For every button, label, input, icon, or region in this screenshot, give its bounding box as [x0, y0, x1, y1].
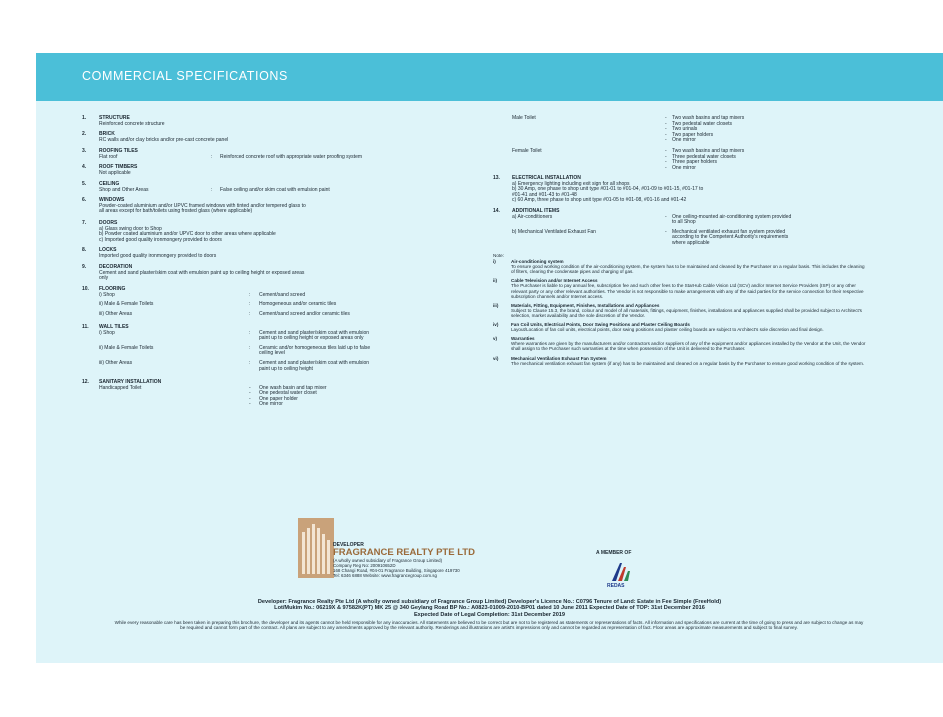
- note-item: iii) Materials, Fitting, Equipment, Finishes, Installations and Appliances Subject to Clause 15.3, the brand, colour and model of all materials, fittings, equipment, finishes, installations and appliances supplied shall be provided subject to Architect's selection, market availability and the sole discretion of the Vendor.: [493, 302, 862, 318]
- notes-section: Note: i) Air-conditioning system To ensure good working condition of the air-conditioning system, the system has to be maintained and cleaned by the Purchaser on a regular basis. This includes the cleaning of filters, clearing the condensate pipes and charging of gas. ii) Cable Television and/or Internet Access The Purchaser is liable to pay annual fee, subscription fee and such other fees to the StarHub Cable Vision Ltd (SCV) and/or Internet Service Providers (ISP) or any other relevant party or any other relevant authorities. The Vendor is not responsible to make arrangements with any of the said parties for the service connection for their respective subscription channels and/or Internet access. iii) Materials, Fitting, Equipment, Finishes, Installations and Appliances Subject to Clause 15.3, the brand, colour and model of all materials, fittings, equipment, finishes, installations and appliances supplied shall be provided subject to Architect's selection, market availability and the sole discretion of the Vendor. iv) Fan Coil Units, Electrical Points, Door Swing Positions and Plaster Ceiling Boards Layout/Location of fan coil units, electrical points, door swing positions and plaster ceiling boards are subject to Architect's sole discretion and final design. v) Warranties Where warranties are given by the manufacturers and/or contractors and/or suppliers of any of the equipment and/or appliances installed by the Vendor at the Unit, the Vendor shall assign to the Purchaser such warranties at the time when possession of the Unit is delivered to the Purchaser. vi) Mechanical Ventilation Exhaust Fan System The mechanical ventilation exhaust fan system (if any) has to be maintained and cleaned on a regular basis by the Purchaser to ensure good working condition of the system.: [493, 253, 868, 370]
- redas-logo-icon: [606, 559, 636, 583]
- developer-name: FRAGRANCE REALTY PTE LTD: [333, 547, 475, 558]
- developer-block: DEVELOPER FRAGRANCE REALTY PTE LTD (A wholly owned subsidiary of Fragrance Group Limited) Company Reg No: 200910652D 168 Changi Road, #04-01 Fragrance Building, Singapore 419730 Tel: 6346 6888 Website: www.fragrancegroup.com.sg: [333, 542, 475, 578]
- note-item: ii) Cable Television and/or Internet Access The Purchaser is liable to pay annual fee, subscription fee and such other fees to the StarHub Cable Vision Ltd (SCV) and/or Internet Service Providers (ISP) or any other relevant party or any other relevant authorities. The Vendor is not responsible to make arrangements with any of the said parties for the service connection for their respective subscription channels and/or Internet access.: [493, 278, 864, 299]
- disclaimer: While every reasonable care has been taken in preparing this brochure, the developer and its agents cannot be held responsible for any inaccuracies. All statements are believed to be correct but are not to be registered as statements or representations of facts. All information and specifications are current at the time of going to press and are subject to change as may be required and cannot form part of the contract. All plans are subject to any amendments approved by the relevant authority. Renderings and illustrations are artist's impressions only and cannot be regarded as representation of fact. Floor areas are approximate measurements and subject to final survey.: [114, 620, 864, 631]
- specification-sheet: COMMERCIAL SPECIFICATIONS 1. STRUCTURE Reinforced concrete structure 2. BRICK RC walls and/or clay bricks and/or pre-cast concrete panel 3. ROOFING TILES Flat roof : Reinforced concrete roof with appropriate water proofing system 4. ROOF TIMBERS Not applicable 5. CEILING Shop and Other Areas : False ceiling and/or skim coat with emulsion paint 6. WINDOWS Powder-coated aluminium and/or UPVC framed windows with tinted and/or tempered glass to all areas except for bath/toilets using frosted glass (where applicable) 7. DOORS a) Glass swing door to Shop b) Powder coated aluminium and/or UPVC door to other areas where applicable c) Imported good quality ironmongery provided to doors 8. LOCKS Imported good quality ironmongery provided to doors 9. DECORATION Cement and sand plaster/skim coat with emulsion paint up to ceiling height or exposed areas only 10. FLOORING i) Shop : Cement/sand screed ii) Male & Female Toilets : Homogeneous and/or ceramic tiles iii) Other Areas : Cement/sand screed and/or ceramic tiles 11. WALL TILES i) Shop : Cement and sand plaster/skim coat with emulsion paint up to ceiling height or exposed areas only ii) Male & Female Toilets : Ceramic and/or homogeneous tiles laid up to false ceiling level iii) Other Areas : Cement and sand plaster/skim coat with emulsion paint up to ceiling height 12. SANITARY INSTALLATION Handicapped Toilet - One wash basin and tap mixer - One pedestal water closet - One paper holder - One mirror Male Toilet - Two wash basins and tap mixers - Two pedestal water closets - Two urinals - Two paper holders - One mirror Female Toilet - Two wash basins and tap mixers - Three pedestal water closets - Three paper holders - One mirror 13. ELECTRICAL INSTALLATION a) Emergency lighting including exit sign for all shops b) 30 Amp, one phase to shop unit type #01-01 to #01-04, #01-09 to #01-15, #01-17 to #01-41 and #01-43 to #01-48 c) 60 Amp, three phase to shop unit type #01-05 to #01-08, #01-16 and #01-42 14. ADDITIONAL ITEMS a) Air-conditioners - One ceiling-mounted air-conditioning system provided to all Shop b) Mechanical Ventilated Exhaust Fan - Mechanical ventilated exhaust fan system provided according to the Competent Authority's requirements where applicable Note: i) Air-conditioning system To ensure good working condition of the air-conditioning system, the system has to be maintained and cleaned by the Purchaser on a regular basis. This includes the cleaning of filters, clearing the condensate pipes and charging of gas. ii) Cable Television and/or Internet Access The Purchaser is liable to pay annual fee, subscription fee and such other fees to the StarHub Cable Vision Ltd (SCV) and/or Internet Service Providers (ISP) or any other relevant party or any other relevant authorities. The Vendor is not responsible to make arrangements with any of the said parties for the service connection for their respective subscription channels and/or Internet access. iii) Materials, Fitting, Equipment, Finishes, Installations and Appliances Subject to Clause 15.3, the brand, colour and model of all materials, fittings, equipment, finishes, installations and appliances supplied shall be provided subject to Architect's selection, market availability and the sole discretion of the Vendor. iv) Fan Coil Units, Electrical Points, Door Swing Positions and Plaster Ceiling Boards Layout/Location of fan coil units, electrical points, door swing positions and plaster ceiling boards are subject to Architect's sole discretion and final design. v) Warranties Where warranties are given by the manufacturers and/or contractors and/or suppliers of any of the equipment and/or appliances installed by the Vendor at the Unit, the Vendor shall assign to the Purchaser such warranties at the time when possession of the Unit is delivered to the Purchaser. vi) Mechanical Ventilation Exhaust Fan System The mechanical ventilation exhaust fan system (if any) has to be maintained and cleaned on a regular basis by the Purchaser to ensure good working condition of the system. DEVELOPER FRAGRANCE REALTY PTE LTD (A wholly owned subsidiary of Fragrance Group Limited) Company Reg No: 200910652D 168 Changi Road, #04-01 Fragrance Building, Singapore 419730 Tel: 6346 6888 Website: www.fragrancegroup.com.sg A MEMBER OF REDAS Developer: Fragrance Realty Pte Ltd (A wholly owned subsidiary of Fragrance Group Limited) Developer's Licence No.: C0796 Tenure of Land: Estate in Fee Simple (FreeHold) Lot/Mukim No.: 06219X & 97582K(PT) MK 25 @ 340 Geylang Road BP No.: A0823-01009-2010-BP01 dated 10 June 2011 Expected Date of TOP: 31st December 2016 Expected Date of Legal Completion: 31st December 2019 While every reasonable care has been taken in preparing this brochure, the developer and its agents cannot be held responsible for any inaccuracies. All statements are believed to be correct but are not to be registered as statements or representations of facts. All information and specifications are current at the time of going to press and are subject to change as may be required and cannot form part of the contract. All plans are subject to any amendments approved by the relevant authority. Renderings and illustrations are artist's impressions only and cannot be regarded as representation of fact. Floor areas are approximate measurements and subject to final survey.: [36, 53, 943, 663]
- note-item: i) Air-conditioning system To ensure good working condition of the air-conditioning system, the system has to be maintained and cleaned by the Purchaser on a regular basis. This includes the cleaning of filters, clearing the condensate pipes and charging of gas.: [493, 259, 865, 275]
- member-label: A MEMBER OF: [596, 550, 632, 556]
- spec-male-toilet: Male Toilet - Two wash basins and tap mixers - Two pedestal water closets - Two urinals - Two paper holders - One mirror: [512, 115, 745, 144]
- note-item: iv) Fan Coil Units, Electrical Points, Door Swing Positions and Plaster Ceiling Boards Layout/Location of fan coil units, electrical points, door swing positions and plaster ceiling boards are subject to Architect's sole discretion and final design.: [493, 322, 824, 333]
- fragrance-logo-icon: [298, 518, 334, 578]
- note-item: v) Warranties Where warranties are given by the manufacturers and/or contractors and/or suppliers of any of the equipment and/or appliances installed by the Vendor at the Unit, the Vendor shall assign to the Purchaser such warranties at the time when possession of the Unit is delivered to the Purchaser.: [493, 336, 866, 352]
- page-title: COMMERCIAL SPECIFICATIONS: [82, 69, 288, 83]
- redas-label: REDAS: [607, 583, 625, 589]
- developer-details: Developer: Fragrance Realty Pte Ltd (A wholly owned subsidiary of Fragrance Group Limited) Developer's Licence No.: C0796 Tenure of Land: Estate in Fee Simple (FreeHold) Lot/Mukim No.: 06219X & 97582K(PT) MK 25 @ 340 Geylang Road BP No.: A0823-01009-2010-BP01 dated 10 June 2011 Expected Date of TOP: 31st December 2016 Expected Date of Legal Completion: 31st December 2019: [257, 599, 722, 618]
- note-item: vi) Mechanical Ventilation Exhaust Fan System The mechanical ventilation exhaust fan system (if any) has to be maintained and cleaned on a regular basis by the Purchaser to ensure good working condition of the system.: [493, 355, 865, 366]
- spec-female-toilet: Female Toilet - Two wash basins and tap mixers - Three pedestal water closets - Three paper holders - One mirror: [512, 148, 745, 171]
- header-band: [36, 53, 943, 101]
